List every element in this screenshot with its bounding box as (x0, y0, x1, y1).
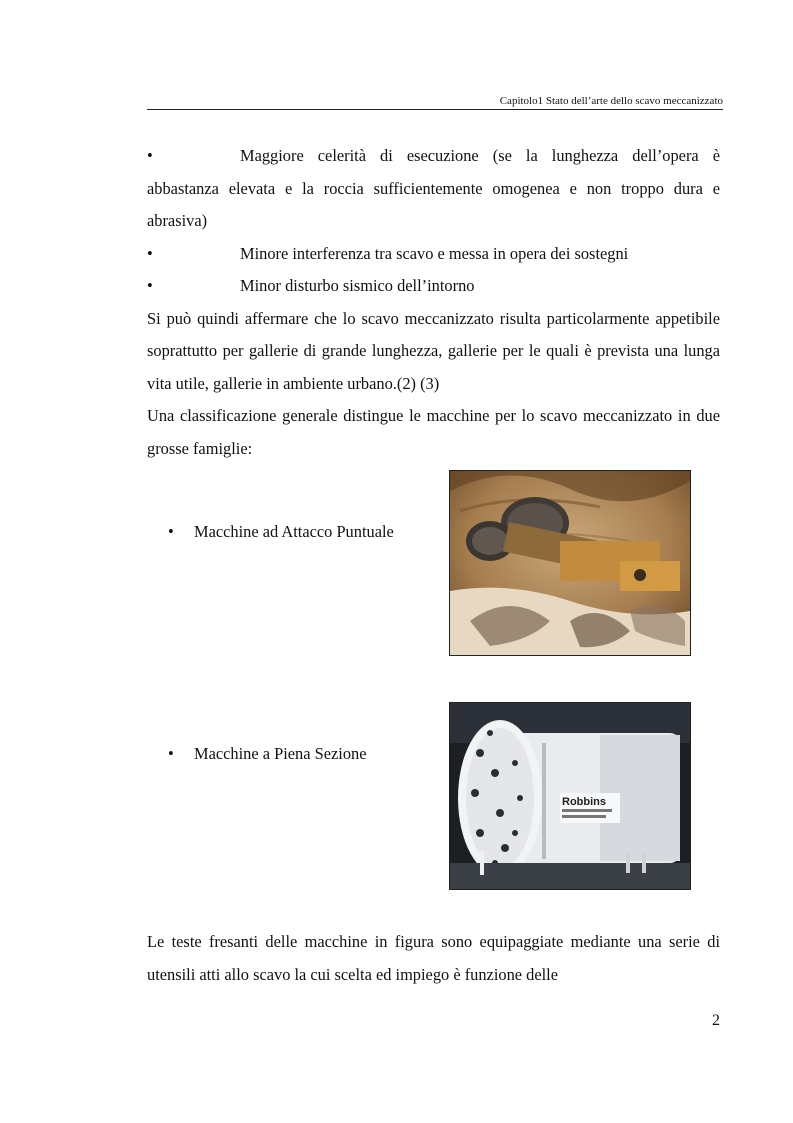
page-number: 2 (712, 1012, 720, 1029)
paragraph: Si può quindi affermare che lo scavo meccanizzato risulta particolarmente appetibile soprattutto per gallerie di grande lunghezza, gallerie per le quali è prevista una lunga vita utile, gallerie in ambiente urbano.(2) (3) (147, 308, 720, 393)
list-item-full-face (168, 744, 367, 764)
running-header: Capitolo1 Stato dell’arte dello scavo meccanizzato (499, 95, 723, 107)
bullet-text-line1: Maggiore celerità di esecuzione (se la lunghezza dell’opera è (240, 146, 720, 165)
bullet-item (147, 270, 720, 303)
header-rule (147, 109, 723, 110)
bullet-symbol: • (147, 276, 153, 295)
bullet-text: Minore interferenza tra scavo e messa in opera dei sostegni (240, 243, 629, 263)
tbm-photo (449, 702, 691, 890)
paragraph: Una classificazione generale distingue le macchine per lo scavo meccanizzato in due grosse famiglie: (147, 406, 720, 458)
list-item-label: Macchine a Piena Sezione (194, 744, 367, 763)
bullet-symbol: • (147, 146, 153, 165)
body-text (147, 140, 720, 465)
list-item-point-attack (168, 522, 394, 542)
tbm-brand-text: Robbins (562, 796, 606, 808)
bullet-symbol: • (168, 522, 174, 541)
bullet-symbol: • (168, 744, 174, 763)
roadheader-photo-image (450, 471, 690, 655)
paragraph-bottom: Le teste fresanti delle macchine in figura sono equipaggiate mediante una serie di utensili atti allo scavo la cui scelta ed impiego è funzione delle (147, 932, 720, 984)
bullet-item (147, 140, 720, 173)
roadheader-photo (449, 470, 691, 656)
tbm-photo-image (450, 703, 690, 889)
bullet-text-continuation: abbastanza elevata e la roccia sufficientemente omogenea e non troppo dura e abrasiva) (147, 178, 720, 230)
list-item-label: Macchine ad Attacco Puntuale (194, 522, 394, 541)
bullet-text: Minor disturbo sismico dell’intorno (240, 276, 475, 295)
bullet-symbol: • (147, 243, 153, 263)
bullet-item (147, 238, 720, 271)
